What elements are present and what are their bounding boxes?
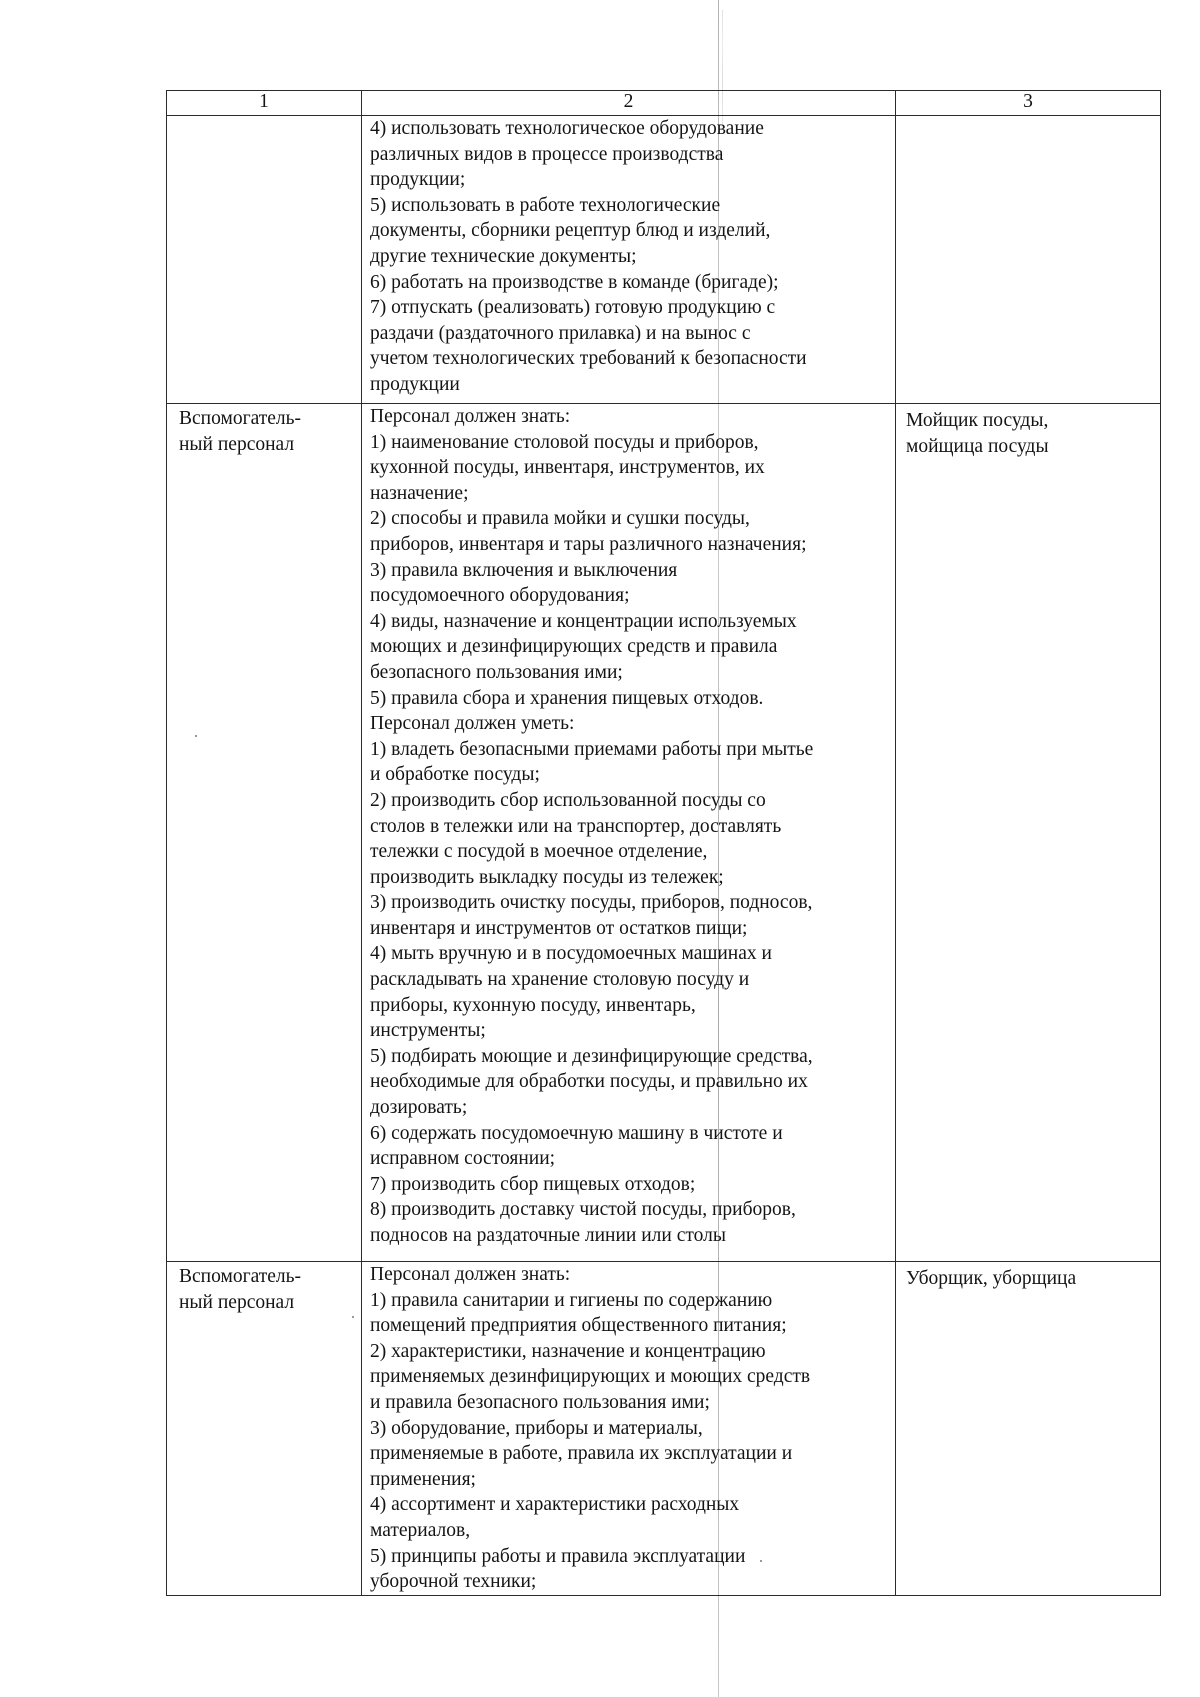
text-line: 2) способы и правила мойки и сушки посуды, <box>370 508 750 530</box>
text-line: помещений предприятия общественного питания; <box>370 1315 787 1337</box>
column-number-2: 2 <box>362 91 896 116</box>
text-line: раздачи (раздаточного прилавка) и на вынос с <box>370 322 751 344</box>
text-line: посудомоечного оборудования; <box>370 585 630 607</box>
text-line: 5) использовать в работе технологические <box>370 194 721 216</box>
staff-category-cell <box>167 116 362 404</box>
text-line: Персонал должен знать: <box>370 406 571 427</box>
text-line: инструменты; <box>370 1020 486 1042</box>
text-line: необходимые для обработки посуды, и правильно их <box>370 1071 808 1093</box>
text-line: 3) производить очистку посуды, приборов, подносов, <box>370 892 813 914</box>
job-title-cell <box>896 404 1161 1262</box>
text-line: столов в тележки или на транспортер, доставлять <box>370 815 782 837</box>
text-line: продукции <box>370 373 460 395</box>
text-line: Уборщик, уборщица <box>906 1268 1077 1289</box>
job-title-cell <box>896 116 1161 404</box>
staff-category-cell <box>167 1262 362 1596</box>
table-row <box>167 1262 1161 1596</box>
competency-list-cell <box>362 116 896 404</box>
text-line: назначение; <box>370 482 469 504</box>
text-line: 1) владеть безопасными приемами работы при мытье <box>370 738 814 760</box>
text-line: Вспомогатель- <box>179 408 302 429</box>
text-line: раскладывать на хранение столовую посуду и <box>370 969 750 991</box>
text-line: Мойщик посуды, <box>906 410 1049 431</box>
text-line: учетом технологических требований к безопасности <box>370 348 807 370</box>
text-line: 4) ассортимент и характеристики расходных <box>370 1494 740 1516</box>
text-line: Персонал должен уметь: <box>370 713 575 735</box>
text-line: и обработке посуды; <box>370 764 540 786</box>
text-line: 2) производить сбор использованной посуды со <box>370 789 766 811</box>
job-title-cell <box>896 1262 1161 1596</box>
text-line: уборочной техники; <box>370 1571 537 1593</box>
text-line: продукции; <box>370 169 466 191</box>
requirements-table <box>166 90 1161 1596</box>
text-line: документы, сборники рецептур блюд и изделий, <box>370 220 771 242</box>
text-line: 6) работать на производстве в команде (бригаде); <box>370 271 779 293</box>
text-line: 6) содержать посудомоечную машину в чистоте и <box>370 1122 783 1144</box>
table-header-row <box>167 91 1161 116</box>
text-line: моющих и дезинфицирующих средств и правила <box>370 636 778 658</box>
text-line: ный персонал <box>179 433 295 455</box>
text-line: мойщица посуды <box>906 435 1049 457</box>
text-line: подносов на раздаточные линии или столы <box>370 1225 726 1246</box>
text-line: приборов, инвентаря и тары различного назначения; <box>370 533 807 555</box>
text-line: 3) оборудование, приборы и материалы, <box>370 1417 703 1439</box>
text-line: различных видов в процессе производства <box>370 143 724 165</box>
text-line: 2) характеристики, назначение и концентрацию <box>370 1340 766 1362</box>
staff-category-cell <box>167 404 362 1262</box>
text-line: применяемых дезинфицирующих и моющих средств <box>370 1366 811 1388</box>
text-line: 1) наименование столовой посуды и приборов, <box>370 431 759 453</box>
text-line: тележки с посудой в моечное отделение, <box>370 841 708 863</box>
text-line: 1) правила санитарии и гигиены по содержанию <box>370 1289 773 1311</box>
text-line: 4) использовать технологическое оборудование <box>370 118 764 139</box>
text-line: 4) мыть вручную и в посудомоечных машинах и <box>370 943 772 965</box>
column-number-3: 3 <box>896 91 1161 116</box>
text-line: 7) отпускать (реализовать) готовую продукцию с <box>370 297 776 319</box>
text-line: исправном состоянии; <box>370 1148 556 1170</box>
text-line: инвентаря и инструментов от остатков пищи; <box>370 917 748 939</box>
text-line: 3) правила включения и выключения <box>370 559 678 581</box>
text-line: ный персонал <box>179 1291 295 1313</box>
table-row <box>167 116 1161 404</box>
text-line: производить выкладку посуды из тележек; <box>370 866 724 888</box>
text-line: Персонал должен знать: <box>370 1264 571 1285</box>
text-line: материалов, <box>370 1519 471 1541</box>
column-number-1: 1 <box>167 91 362 116</box>
table-body <box>167 116 1161 1596</box>
text-line: 4) виды, назначение и концентрации используемых <box>370 610 797 632</box>
text-line: 5) правила сбора и хранения пищевых отходов. <box>370 687 764 709</box>
text-line: 5) принципы работы и правила эксплуатации <box>370 1545 746 1567</box>
text-line: приборы, кухонную посуду, инвентарь, <box>370 994 696 1016</box>
text-line: применения; <box>370 1468 476 1490</box>
table-row <box>167 404 1161 1262</box>
text-line: кухонной посуды, инвентаря, инструментов, их <box>370 457 765 479</box>
text-line: другие технические документы; <box>370 245 637 267</box>
text-line: 5) подбирать моющие и дезинфицирующие средства, <box>370 1045 813 1067</box>
text-line: и правила безопасного пользования ими; <box>370 1391 710 1413</box>
competency-list-cell <box>362 404 896 1262</box>
text-line: безопасного пользования ими; <box>370 661 623 683</box>
text-line: применяемые в работе, правила их эксплуатации и <box>370 1443 793 1465</box>
text-line: 8) производить доставку чистой посуды, приборов, <box>370 1199 796 1221</box>
competency-list-cell <box>362 1262 896 1596</box>
text-line: Вспомогатель- <box>179 1266 302 1287</box>
text-line: 7) производить сбор пищевых отходов; <box>370 1173 696 1195</box>
text-line: дозировать; <box>370 1097 468 1119</box>
